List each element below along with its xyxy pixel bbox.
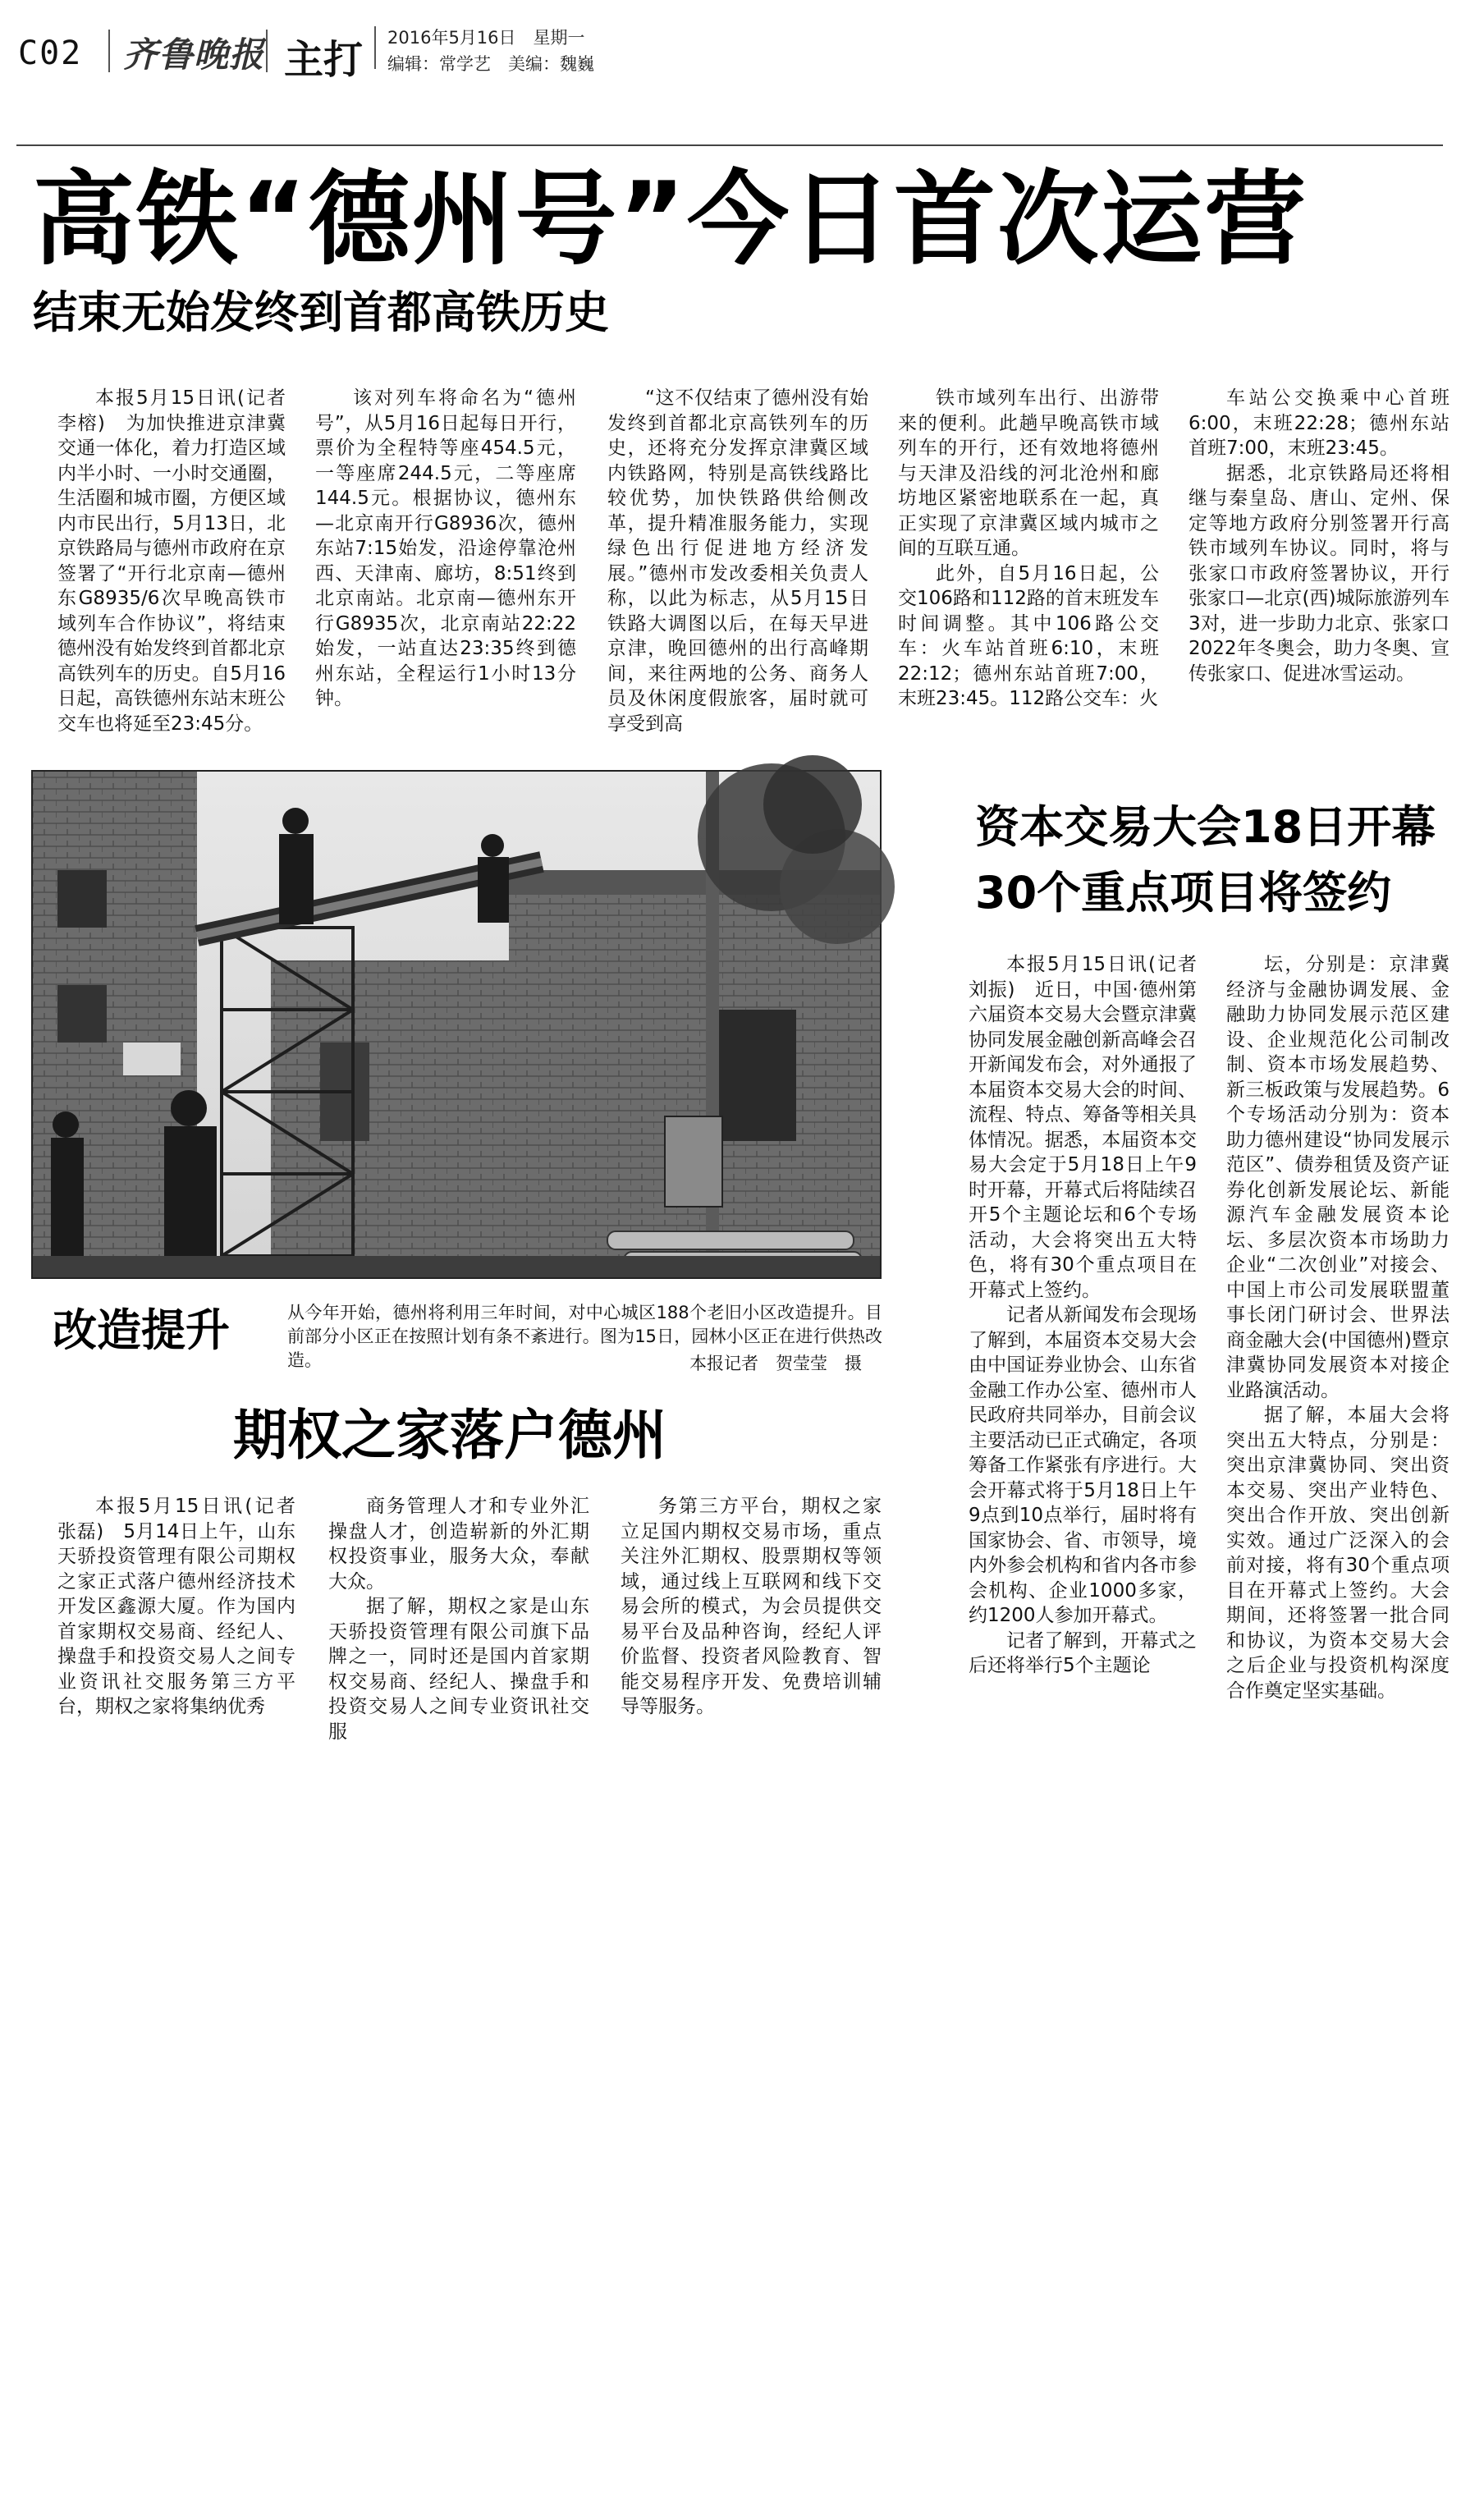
article-paragraph: 记者从新闻发布会现场了解到，本届资本交易大会由中国证券业协会、山东省金融工作办公室、德州市人民政府共同举办，目前会议主要活动已正式确定，各项筹备工作紧张有序进行。大会开幕式将于5月18日上午9点到10点举行，届时将有国家协会、省、市领导，境内外参会机构和省内各市参会机构、企业1000多家，约1200人参加开幕式。 — [969, 1304, 1197, 1626]
photo-caption: 从今年开始，德州将利用三年时间，对中心城区188个老旧小区改造提升。目前部分小区正在按照计划有条不紊进行。图为15日，园林小区正在进行供热改造。 — [287, 1303, 882, 1370]
capital-headline-line1: 资本交易大会18日开幕 — [975, 801, 1436, 853]
capital-column-2 — [1226, 952, 1450, 1707]
capital-headline-line2: 30个重点项目将签约 — [975, 867, 1392, 919]
main-column-4 — [898, 386, 1159, 714]
article-paragraph: 商务管理人才和专业外汇操盘人才，创造崭新的外汇期权投资事业，服务大众，奉献大众。 — [328, 1496, 589, 1593]
main-column-3 — [607, 386, 868, 735]
masthead-divider — [266, 30, 268, 72]
brand-logo: 齐鲁晚报 — [123, 34, 265, 75]
main-column-5 — [1189, 386, 1450, 714]
article-paragraph: 本报5月15日讯(记者 张磊) 5月14日上午，山东天骄投资管理有限公司期权之家正式落户德州经济技术开发区鑫源大厦。作为国内首家期权交易商、经纪人、操盘手和投资交易人之间专业资讯社交服务第三方平台，期权之家将集纳优秀 — [57, 1496, 314, 1717]
photo-illustration — [33, 772, 880, 1277]
article-paragraph: 据了解，期权之家是山东天骄投资管理有限公司旗下品牌之一，同时还是国内首家期权交易商、经纪人、操盘手和投资交易人之间专业资讯社交服 — [328, 1596, 589, 1743]
capital-column-1 — [969, 952, 1216, 1707]
article-paragraph: 据悉，北京铁路局还将相继与秦皇岛、唐山、定州、保定等地方政府分别签署开行高铁市域列车协议。同时，将与张家口市政府签署协议，开行张家口—北京(西)城际旅游列车3对，进一步助力北京、张家口2022年冬奥会，助力冬奥、宣传张家口、促进冰雪运动。 — [1189, 462, 1450, 685]
main-column-2 — [315, 386, 576, 714]
options-column-2 — [328, 1494, 589, 1743]
article-paragraph: 本报5月15日讯(记者 李榕) 为加快推进京津冀交通一体化，着力打造区域内半小时、一小时交通圈，生活圈和城市圈，方便区域内市民出行，5月13日，北京铁路局与德州市政府在京签署了“开行北京南—德州东G8935/6次早晚高铁市域列车合作协议”，将结束德州没有始发终到首都北京高铁列车的历史。自5月16日起，高铁德州东站末班公交车也将延至23:45分。 — [57, 387, 305, 735]
section-name: 主打 — [284, 37, 364, 83]
options-headline: 期权之家落户德州 — [233, 1404, 666, 1467]
options-column-1 — [57, 1494, 314, 1717]
article-paragraph: 该对列车将命名为“德州号”，从5月16日起每日开行，票价为全程特等座454.5元，一等座席244.5元，二等座席144.5元。根据协议，德州东—北京南开行G8936次，德州东站7:15始发，沿途停靠沧州西、天津南、廊坊，8:51终到北京南站。北京南—德州东开行G8935次，北京南站22:22始发，一站直达23:35终到德州东站，全程运行1小时13分钟。 — [315, 387, 576, 709]
article-paragraph: 铁市域列车出行、出游带来的便利。此趟早晚高铁市域列车的开行，还有效地将德州与天津及沿线的河北沧州和廊坊地区紧密地联系在一起，真正实现了京津冀区域内城市之间的互联互通。 — [898, 387, 1159, 559]
article-paragraph: 此外，自5月16日起，公交106路和112路的首末班发车时间调整。其中106路公交车：火车站首班6:10，末班22:12；德州东站首班7:00，末班23:45。112路公交车：火 — [898, 562, 1159, 709]
article-paragraph: 本报5月15日讯(记者 刘振) 近日，中国·德州第六届资本交易大会暨京津冀协同发展金融创新高峰会召开新闻发布会，对外通报了本届资本交易大会的时间、流程、特点、筹备等相关具体情况。据悉，本届资本交易大会定于5月18日上午9时开幕，开幕式后将陆续召开5个主题论坛和6个专场活动，大会将突出五大特色，将有30个重点项目在开幕式上签约。 — [969, 954, 1216, 1301]
article-paragraph: 据了解，本届大会将突出五大特点，分别是：突出京津冀协同、突出资本交易、突出产业特色、突出合作开放、突出创新实效。通过广泛深入的会前对接，将有30个重点项目在开幕式上签约。大会期间，还将签署一批合同和协议，为资本交易大会之后企业与投资机构深度合作奠定坚实基础。 — [1226, 1405, 1450, 1702]
article-paragraph: “这不仅结束了德州没有始发终到首都北京高铁列车的历史，还将充分发挥京津冀区域内铁路网，特别是高铁线路比较优势，加快铁路供给侧改革，提升精准服务能力，实现绿色出行促进地方经济发展。”德州市发改委相关负责人称，以此为标志，从5月15日铁路大调图以后，在每天早进京津，晚回德州的出行高峰期间，来往两地的公务、商务人员及休闲度假旅客，届时就可享受到高 — [607, 387, 868, 735]
masthead-divider — [374, 26, 376, 69]
editor-credits: 编辑：常学艺 美编：魏巍 — [387, 54, 594, 74]
article-paragraph: 记者了解到，开幕式之后还将举行5个主题论 — [969, 1629, 1197, 1676]
dateline — [387, 25, 585, 49]
photo-title: 改造提升 — [53, 1304, 230, 1356]
page-code: C02 — [18, 34, 83, 72]
news-photo — [31, 770, 882, 1279]
masthead-rule — [16, 144, 1443, 146]
article-paragraph: 务第三方平台，期权之家立足国内期权交易市场，重点关注外汇期权、股票期权等领域，通过线上互联网和线下交易会所的模式，为会员提供交易平台及品种咨询，经纪人评价监督、投资者风险教育、智能交易程序开发、免费培训辅导等服务。 — [621, 1496, 882, 1717]
article-paragraph: 车站公交换乘中心首班6:00，末班22:28；德州东站首班7:00，末班23:45。 — [1189, 387, 1450, 459]
issue-weekday: 星期一 — [533, 28, 585, 48]
main-column-1 — [57, 386, 305, 735]
issue-date: 2016年5月16日 — [387, 28, 516, 48]
masthead — [0, 0, 1484, 148]
masthead-divider — [108, 30, 110, 72]
main-headline: 高铁“德州号”今日首次运营 — [33, 161, 1308, 279]
options-column-3 — [621, 1494, 882, 1717]
photo-credit: 本报记者 贺莹莹 摄 — [689, 1354, 862, 1373]
main-subhead: 结束无始发终到首都高铁历史 — [33, 286, 609, 338]
article-paragraph: 坛，分别是：京津冀经济与金融协调发展、金融助力协同发展示范区建设、企业规范化公司制改制、资本市场发展趋势、新三板政策与发展趋势。6个专场活动分别为：资本助力德州建设“协同发展示范区”、债券租赁及资产证券化创新发展论坛、新能源汽车金融发展资本论坛、多层次资本市场助力企业“二次创业”对接会、中国上市公司发展联盟董事长闭门研讨会、世界法商金融大会(中国德州)暨京津冀协同发展资本对接企业路演活动。 — [1226, 954, 1450, 1401]
